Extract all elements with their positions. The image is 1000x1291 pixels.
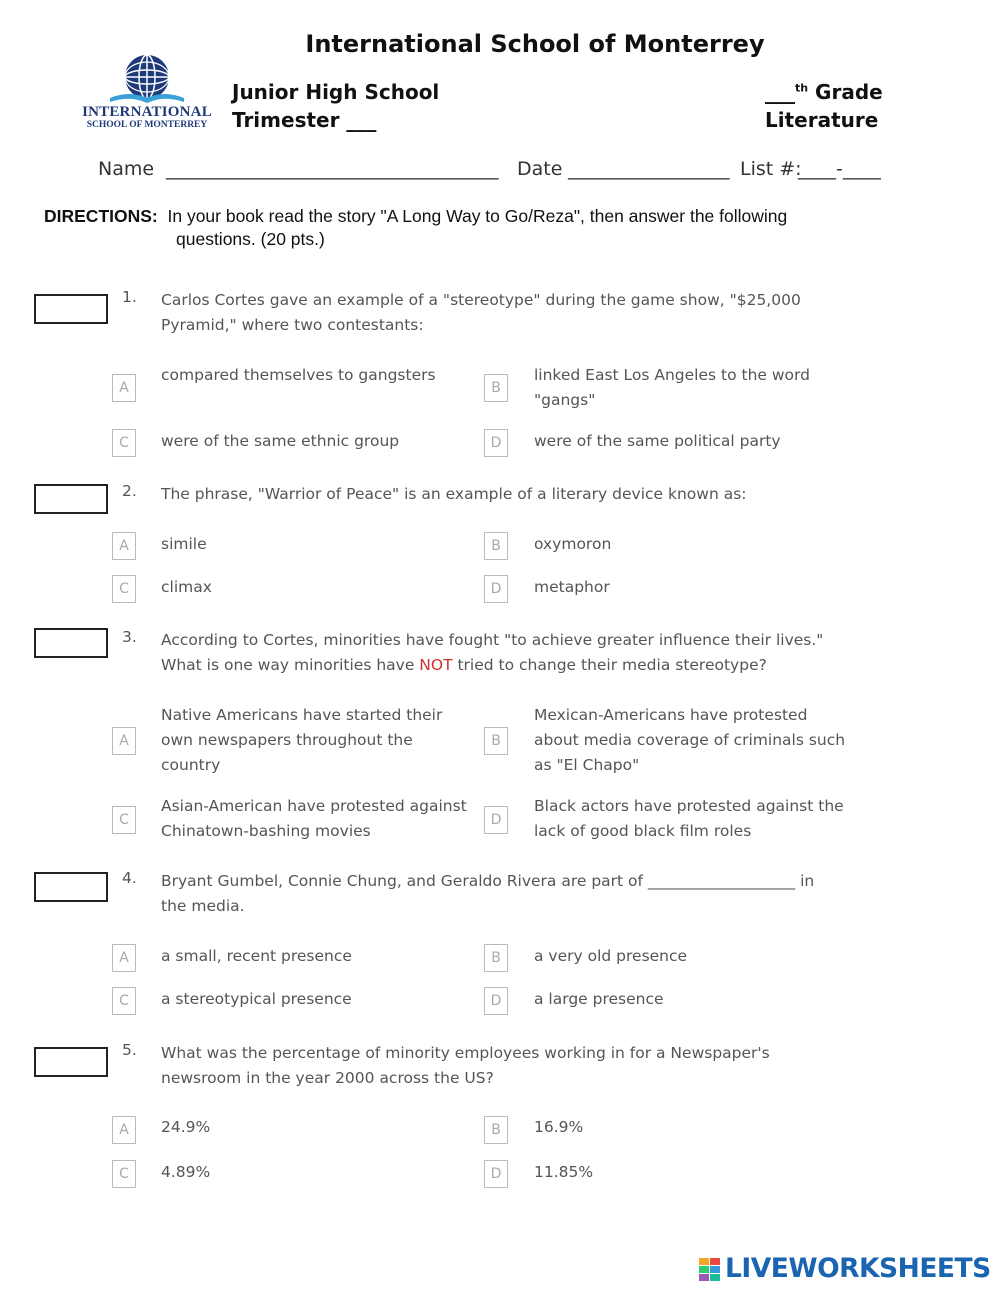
liveworksheets-brand: LIVEWORKSHEETS [725, 1253, 991, 1284]
question-number: 2. [122, 482, 137, 500]
answer-box-q1[interactable] [34, 294, 108, 324]
option-line: linked East Los Angeles to the word [534, 366, 810, 384]
question-line: Carlos Cortes gave an example of a "stereotype" during the game show, "$25,000 [161, 291, 801, 309]
question-text-q2: The phrase, "Warrior of Peace" is an example of a literary device known as: [161, 485, 747, 503]
option-letter-a: A [112, 1116, 136, 1144]
option-letter-a: A [112, 532, 136, 560]
date-field[interactable]: _________________ [568, 158, 730, 180]
option-letter-c: C [112, 987, 136, 1015]
liveworksheets-logo-icon [699, 1258, 721, 1282]
option-q5-a: 24.9% [161, 1118, 211, 1136]
header-junior-high: Junior High School [232, 80, 440, 104]
question-line: According to Cortes, minorities have fought "to achieve greater influence their lives." [161, 631, 824, 649]
school-title: International School of Monterrey [305, 30, 765, 58]
option-line: country [161, 756, 221, 774]
option-letter-b: B [484, 727, 508, 755]
option-q4-c: a stereotypical presence [161, 990, 352, 1008]
answer-box-q5[interactable] [34, 1047, 108, 1077]
option-line: own newspapers throughout the [161, 731, 413, 749]
date-label: Date [517, 158, 563, 180]
question-line: Bryant Gumbel, Connie Chung, and Geraldo Rivera are part of ___________________ in [161, 872, 815, 890]
answer-box-q4[interactable] [34, 872, 108, 902]
question-line: the media. [161, 897, 245, 915]
header-grade [765, 80, 883, 104]
option-line: as "El Chapo" [534, 756, 640, 774]
question-text-q4 [161, 869, 861, 919]
option-line: about media coverage of criminals such [534, 731, 846, 749]
option-q4-d: a large presence [534, 990, 664, 1008]
question-number: 1. [122, 288, 137, 306]
option-letter-c: C [112, 575, 136, 603]
logo-text-international: INTERNATIONAL [82, 104, 212, 120]
directions-line1: In your book read the story "A Long Way to Go/Reza", then answer the following [167, 206, 788, 226]
option-line: Mexican-Americans have protested [534, 706, 808, 724]
emphasis-not: NOT [419, 656, 453, 674]
question-line: Pyramid," where two contestants: [161, 316, 424, 334]
header-literature: Literature [765, 108, 879, 132]
list-field[interactable]: ____-____ [798, 158, 881, 180]
option-q1-a: compared themselves to gangsters [161, 366, 436, 384]
option-q5-c: 4.89% [161, 1163, 211, 1181]
option-letter-c: C [112, 429, 136, 457]
option-q4-b: a very old presence [534, 947, 688, 965]
option-letter-d: D [484, 575, 508, 603]
option-letter-b: B [484, 1116, 508, 1144]
option-q3-a [161, 703, 442, 778]
option-q5-b: 16.9% [534, 1118, 584, 1136]
question-line: newsroom in the year 2000 across the US? [161, 1069, 494, 1087]
option-letter-b: B [484, 944, 508, 972]
question-text-q3 [161, 628, 861, 678]
list-label: List #: [740, 158, 802, 180]
question-text-segment: What is one way minorities have [161, 656, 420, 674]
question-number: 4. [122, 869, 137, 887]
option-q2-b: oxymoron [534, 535, 612, 553]
question-line [161, 653, 861, 678]
option-q5-d: 11.85% [534, 1163, 594, 1181]
option-line: Black actors have protested against the [534, 797, 844, 815]
answer-box-q3[interactable] [34, 628, 108, 658]
question-number: 5. [122, 1041, 137, 1059]
option-line: Chinatown-bashing movies [161, 822, 371, 840]
question-line: What was the percentage of minority employees working in for a Newspaper's [161, 1044, 770, 1062]
option-letter-a: A [112, 727, 136, 755]
option-q1-b [534, 363, 810, 413]
option-q1-d: were of the same political party [534, 432, 781, 450]
logo-text-school: SCHOOL OF MONTERREY [86, 120, 208, 130]
option-q2-d: metaphor [534, 578, 610, 596]
header-trimester: Trimester ___ [232, 108, 377, 132]
grade-blank: ___ [765, 80, 795, 104]
option-q3-d [534, 794, 844, 844]
grade-sup: th [795, 81, 809, 95]
directions [44, 205, 904, 251]
option-q2-c: climax [161, 578, 212, 596]
option-letter-b: B [484, 532, 508, 560]
option-q4-a: a small, recent presence [161, 947, 352, 965]
grade-word: Grade [808, 80, 883, 104]
option-line: lack of good black film roles [534, 822, 752, 840]
directions-label: DIRECTIONS: [44, 206, 158, 226]
option-letter-c: C [112, 1160, 136, 1188]
option-q2-a: simile [161, 535, 207, 553]
option-letter-d: D [484, 429, 508, 457]
question-text-q1 [161, 288, 861, 338]
name-label: Name [98, 158, 155, 180]
option-q3-b [534, 703, 845, 778]
option-letter-c: C [112, 806, 136, 834]
option-q3-c [161, 794, 467, 844]
option-letter-d: D [484, 1160, 508, 1188]
option-letter-a: A [112, 374, 136, 402]
name-field[interactable]: ___________________________________ [166, 158, 499, 180]
option-letter-d: D [484, 987, 508, 1015]
question-number: 3. [122, 628, 137, 646]
question-text-segment: tried to change their media stereotype? [452, 656, 767, 674]
option-letter-a: A [112, 944, 136, 972]
option-line: "gangs" [534, 391, 596, 409]
directions-line2: questions. (20 pts.) [176, 229, 325, 249]
question-text-q5 [161, 1041, 861, 1091]
answer-box-q2[interactable] [34, 484, 108, 514]
option-letter-b: B [484, 374, 508, 402]
option-q1-c: were of the same ethnic group [161, 432, 400, 450]
option-line: Asian-American have protested against [161, 797, 467, 815]
option-line: Native Americans have started their [161, 706, 443, 724]
option-letter-d: D [484, 806, 508, 834]
